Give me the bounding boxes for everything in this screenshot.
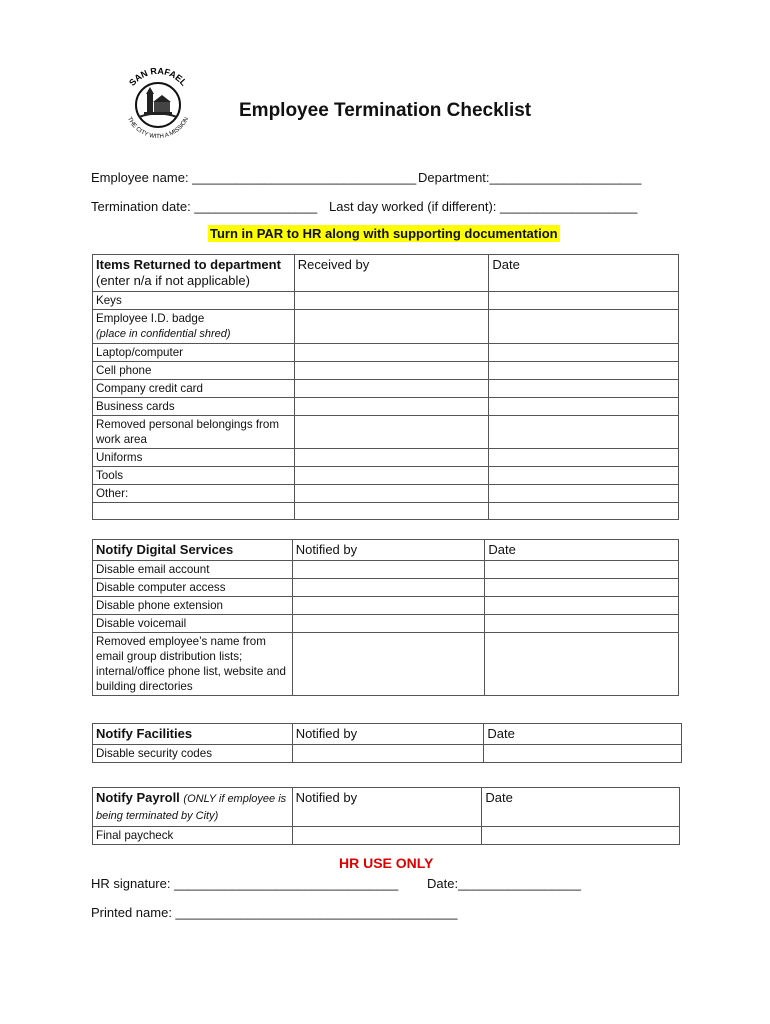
date-cell[interactable]: [485, 579, 679, 597]
notified-by-cell[interactable]: [292, 745, 484, 763]
city-logo: [117, 64, 199, 146]
row-label: Business cards: [93, 398, 295, 416]
row-label: Uniforms: [93, 449, 295, 467]
notified-by-cell[interactable]: [292, 615, 485, 633]
date-header: Date: [489, 255, 679, 292]
row-note: (place in confidential shred): [96, 328, 231, 340]
page-title: Employee Termination Checklist: [239, 100, 532, 121]
notified-by-cell[interactable]: [292, 561, 485, 579]
row-label: Removed employee’s name from email group distribution lists; internal/office phone list, website and building directories: [93, 633, 293, 696]
termination-date-field[interactable]: Termination date: _________________: [91, 199, 318, 214]
facilities-table: [92, 723, 682, 763]
hr-use-only-heading: HR USE ONLY: [339, 855, 434, 871]
row-label: Company credit card: [93, 380, 295, 398]
items-header: [93, 255, 295, 292]
facilities-header: Notify Facilities: [93, 724, 293, 745]
received-by-cell[interactable]: [294, 344, 489, 362]
printed-name-field[interactable]: Printed name: _______________________________________: [91, 905, 458, 920]
payroll-table: [92, 787, 680, 845]
received-by-cell[interactable]: [294, 503, 489, 520]
date-cell[interactable]: [482, 827, 680, 845]
svg-text:THE CITY WITH A MISSION: [126, 116, 190, 140]
date-cell[interactable]: [489, 416, 679, 449]
table-row: [93, 633, 679, 696]
row-label: Final paycheck: [93, 827, 293, 845]
notified-by-cell[interactable]: [292, 579, 485, 597]
row-label-text: Employee I.D. badge: [96, 312, 205, 325]
received-by-cell[interactable]: [294, 292, 489, 310]
table-row: [93, 292, 679, 310]
row-label: Disable computer access: [93, 579, 293, 597]
table-row: [93, 615, 679, 633]
date-cell[interactable]: [489, 380, 679, 398]
date-cell[interactable]: [489, 503, 679, 520]
received-by-cell[interactable]: [294, 467, 489, 485]
row-label: Disable phone extension: [93, 597, 293, 615]
items-returned-table: [92, 254, 679, 520]
date-cell[interactable]: [484, 745, 682, 763]
received-by-cell[interactable]: [294, 485, 489, 503]
hr-date-field[interactable]: Date:_________________: [427, 876, 581, 891]
received-by-cell[interactable]: [294, 380, 489, 398]
logo-bottom-text: THE CITY WITH A MISSION: [125, 116, 191, 141]
date-header: Date: [484, 724, 682, 745]
date-cell[interactable]: [489, 310, 679, 344]
row-label: Cell phone: [93, 362, 295, 380]
date-cell[interactable]: [489, 292, 679, 310]
employee-name-field[interactable]: Employee name: _______________________________: [91, 170, 417, 185]
date-cell[interactable]: [489, 398, 679, 416]
row-label: [93, 310, 295, 344]
table-header-row: [93, 255, 679, 292]
received-by-cell[interactable]: [294, 398, 489, 416]
notified-by-header: Notified by: [292, 540, 485, 561]
digital-services-header: Notify Digital Services: [93, 540, 293, 561]
table-row: [93, 344, 679, 362]
table-row: [93, 485, 679, 503]
date-header: Date: [485, 540, 679, 561]
date-header: Date: [482, 788, 680, 827]
table-row: [93, 597, 679, 615]
date-cell[interactable]: [489, 467, 679, 485]
date-cell[interactable]: [485, 597, 679, 615]
received-by-cell[interactable]: [294, 310, 489, 344]
date-cell[interactable]: [489, 485, 679, 503]
items-header-sub: (enter n/a if not applicable): [96, 273, 250, 288]
table-row: [93, 362, 679, 380]
date-cell[interactable]: [489, 362, 679, 380]
row-label: Tools: [93, 467, 295, 485]
row-label: Disable voicemail: [93, 615, 293, 633]
table-header-row: [93, 540, 679, 561]
last-day-field[interactable]: Last day worked (if different): ___________________: [329, 199, 638, 214]
row-label: Laptop/computer: [93, 344, 295, 362]
logo-top-text: SAN RAFAEL: [127, 65, 189, 88]
table-row: [93, 827, 680, 845]
table-row: [93, 579, 679, 597]
payroll-header-note: (ONLY if employee is being terminated by City): [96, 793, 287, 822]
table-row: [93, 310, 679, 344]
svg-text:SAN RAFAEL: [127, 66, 189, 88]
department-field[interactable]: Department:_____________________: [418, 170, 642, 185]
table-row: [93, 449, 679, 467]
row-label: Other:: [93, 485, 295, 503]
payroll-header-lead: Notify Payroll: [96, 790, 180, 805]
hr-signature-field[interactable]: HR signature: _______________________________: [91, 876, 399, 891]
items-header-lead: Items Returned to department: [96, 257, 281, 272]
table-header-row: [93, 724, 682, 745]
row-label: Removed personal belongings from work area: [93, 416, 295, 449]
row-label[interactable]: [93, 503, 295, 520]
row-label: Disable email account: [93, 561, 293, 579]
date-cell[interactable]: [489, 449, 679, 467]
received-by-cell[interactable]: [294, 416, 489, 449]
date-cell[interactable]: [485, 561, 679, 579]
table-header-row: [93, 788, 680, 827]
digital-services-table: [92, 539, 679, 696]
received-by-header: Received by: [294, 255, 489, 292]
notified-by-header: Notified by: [292, 724, 484, 745]
payroll-header: [93, 788, 293, 827]
table-row: [93, 380, 679, 398]
instruction-banner: Turn in PAR to HR along with supporting documentation: [210, 226, 558, 241]
notified-by-cell[interactable]: [292, 827, 482, 845]
table-row: [93, 467, 679, 485]
table-row: [93, 398, 679, 416]
date-cell[interactable]: [489, 344, 679, 362]
table-row: [93, 416, 679, 449]
notified-by-header: Notified by: [292, 788, 482, 827]
table-row: [93, 503, 679, 520]
notified-by-cell[interactable]: [292, 597, 485, 615]
date-cell[interactable]: [485, 615, 679, 633]
row-label: Disable security codes: [93, 745, 293, 763]
table-row: [93, 561, 679, 579]
received-by-cell[interactable]: [294, 362, 489, 380]
notified-by-cell[interactable]: [292, 633, 485, 696]
date-cell[interactable]: [485, 633, 679, 696]
received-by-cell[interactable]: [294, 449, 489, 467]
row-label: Keys: [93, 292, 295, 310]
table-row: [93, 745, 682, 763]
